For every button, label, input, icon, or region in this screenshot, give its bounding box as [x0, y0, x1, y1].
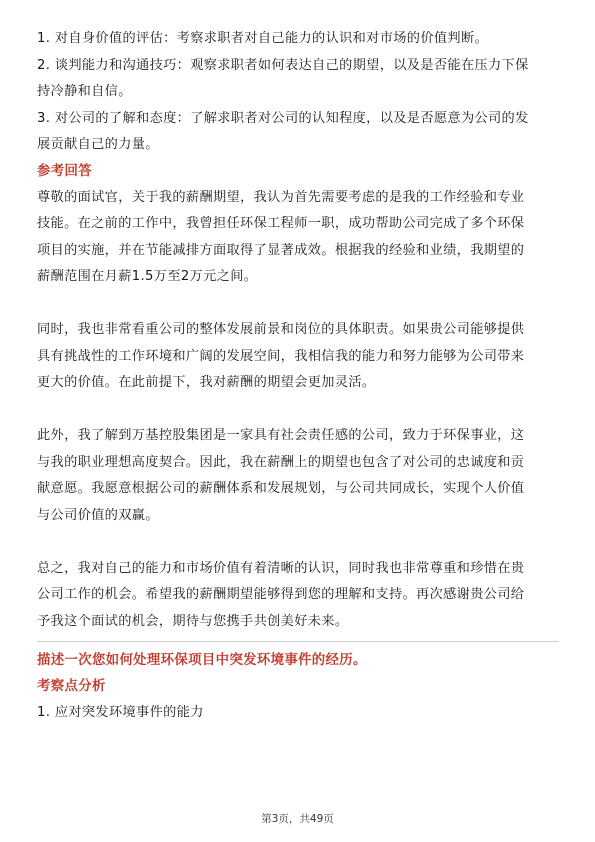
answer-paragraph	[37, 556, 559, 636]
page-footer: 第3页，共49页	[261, 813, 334, 825]
paragraph-line: 公司工作的机会。希望我的薪酬期望能够得到您的理解和支持。再次感谢贵公司给	[37, 587, 525, 602]
answer-paragraph	[37, 185, 559, 291]
paragraph-line: 具有挑战性的工作环境和广阔的发展空间，我相信我的能力和努力能够为公司带来	[37, 348, 525, 364]
paragraph-line: 予我这个面试的机会，期待与您携手共创美好未来。	[37, 613, 349, 629]
section-divider	[37, 641, 559, 642]
list-item-line: 2. 谈判能力和沟通技巧：观察求职者如何表达自己的期望，以及是否能在压力下保	[37, 57, 529, 73]
paragraph-line: 与我的职业理想高度契合。因此，我在薪酬上的期望也包含了对公司的忠诚度和贡	[37, 454, 525, 470]
paragraph-line: 尊敬的面试官，关于我的薪酬期望，我认为首先需要考虑的是我的工作经验和专业	[37, 189, 525, 205]
paragraph-line: 项目的实施，并在节能减排方面取得了显著成效。根据我的经验和业绩，我期望的	[37, 242, 525, 258]
list-item	[37, 26, 559, 53]
paragraph-line: 献意愿。我愿意根据公司的薪酬体系和发展规划，与公司共同成长，实现个人价值	[37, 481, 525, 496]
list-item-line: 展贡献自己的力量。	[37, 137, 159, 152]
paragraph-line: 同时，我也非常看重公司的整体发展前景和岗位的具体职责。如果贵公司能够提供	[37, 322, 525, 337]
evaluation-list	[37, 26, 559, 159]
paragraph-spacer	[37, 397, 559, 424]
answer-paragraph	[37, 423, 559, 529]
list-item	[37, 53, 559, 106]
list-item-line: 持冷静和自信。	[37, 84, 132, 99]
paragraph-line: 总之，我对自己的能力和市场价值有着清晰的认识，同时我也非常尊重和珍惜在贵	[37, 560, 525, 576]
answer-paragraph	[37, 317, 559, 397]
analysis-item: 1. 应对突发环境事件的能力	[37, 705, 204, 720]
list-item-line: 3. 对公司的了解和态度：了解求职者对公司的认知程度，以及是否愿意为公司的发	[37, 110, 529, 126]
list-item	[37, 106, 559, 159]
reference-answer-heading: 参考回答	[37, 163, 92, 179]
paragraph-spacer	[37, 529, 559, 556]
analysis-heading: 考察点分析	[37, 679, 106, 694]
paragraph-spacer	[37, 291, 559, 318]
paragraph-line: 技能。在之前的工作中，我曾担任环保工程师一职，成功帮助公司完成了多个环保	[37, 216, 525, 231]
paragraph-line: 更大的价值。在此前提下，我对薪酬的期望会更加灵活。	[37, 375, 376, 390]
paragraph-line: 此外，我了解到万基控股集团是一家具有社会责任感的公司，致力于环保事业，这	[37, 428, 525, 443]
next-question-heading: 描述一次您如何处理环保项目中突发环境事件的经历。	[37, 653, 367, 668]
paragraph-line: 与公司价值的双赢。	[37, 507, 159, 523]
list-item-line: 1. 对自身价值的评估：考察求职者对自己能力的认识和对市场的价值判断。	[37, 31, 489, 46]
page-content	[37, 26, 559, 727]
paragraph-line: 薪酬范围在月薪1.5万至2万元之间。	[37, 269, 258, 284]
